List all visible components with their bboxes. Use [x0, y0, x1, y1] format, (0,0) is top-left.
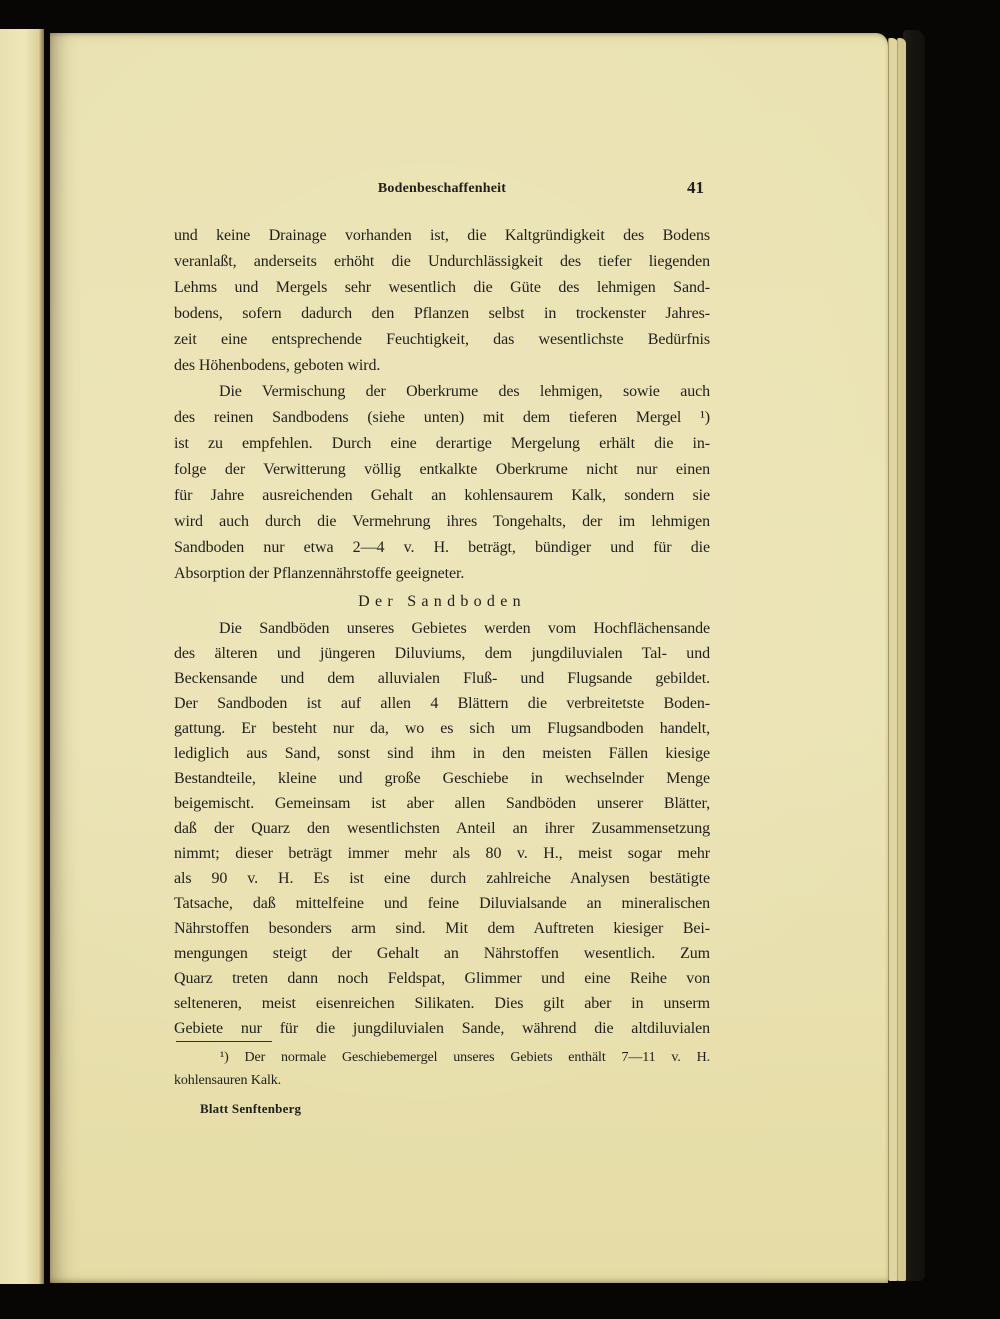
text-line: veranlaßt, anderseits erhöht die Undurchlässigkeit des tiefer liegenden: [174, 253, 710, 270]
text-line: folge der Verwitterung völlig entkalkte Oberkrume nicht nur einen: [174, 461, 710, 478]
paragraph-2: [174, 379, 710, 587]
text-line: ist zu empfehlen. Durch eine derartige Mergelung erhält die in-: [174, 435, 710, 452]
footnote: [174, 1046, 710, 1092]
running-header-title: Bodenbeschaffenheit: [377, 181, 507, 196]
footnote-separator-rule: [176, 1041, 272, 1042]
text-line: als 90 v. H. Es ist eine durch zahlreiche Analysen bestätigte: [174, 870, 710, 887]
text-line: Lehms und Mergels sehr wesentlich die Güte des lehmigen Sand-: [174, 279, 710, 296]
text-line: des älteren und jüngeren Diluviums, dem jungdiluvialen Tal- und: [174, 645, 710, 662]
book-cover-edge: [903, 30, 925, 1281]
text-line: lediglich aus Sand, sonst sind ihm in den meisten Fällen kiesige: [174, 745, 710, 762]
facing-page-edge: [0, 29, 44, 1284]
footnote-line: kohlensauren Kalk.: [174, 1073, 282, 1088]
text-line: zeit eine entsprechende Feuchtigkeit, das wesentlichste Bedürfnis: [174, 331, 710, 348]
text-line: Die Sandböden unseres Gebietes werden vom Hochflächensande: [219, 620, 710, 637]
text-line: Die Vermischung der Oberkrume des lehmigen, sowie auch: [219, 383, 710, 400]
page-edge-stack: [897, 38, 906, 1281]
paragraph-1: [174, 223, 710, 379]
text-line: und keine Drainage vorhanden ist, die Kaltgründigkeit des Bodens: [174, 227, 710, 244]
text-line: Nährstoffen besonders arm sind. Mit dem Auftreten kiesiger Bei-: [174, 920, 710, 937]
running-header: [174, 178, 710, 201]
text-line: Quarz treten dann noch Feldspat, Glimmer und eine Reihe von: [174, 970, 710, 987]
text-line: wird auch durch die Vermehrung ihres Tongehalts, der im lehmigen: [174, 513, 710, 530]
text-line: Der Sandboden ist auf allen 4 Blättern die verbreitetste Boden-: [174, 695, 710, 712]
page-number: 41: [687, 178, 704, 197]
text-column: [174, 178, 710, 1117]
section-heading: Der Sandboden: [358, 593, 526, 610]
text-line: Gebiete nur für die jungdiluvialen Sande, während die altdiluvialen: [174, 1020, 710, 1037]
sheet-signature: Blatt Senftenberg: [200, 1101, 302, 1116]
text-line: bodens, sofern dadurch den Pflanzen selbst in trockenster Jahres-: [174, 305, 710, 322]
footnote-line: ¹) Der normale Geschiebemergel unseres Gebiets enthält 7—11 v. H.: [220, 1050, 710, 1065]
book-page: [50, 33, 888, 1283]
text-line: gattung. Er besteht nur da, wo es sich um Flugsandboden handelt,: [174, 720, 710, 737]
text-line: selteneren, meist eisenreichen Silikaten. Dies gilt aber in unserm: [174, 995, 710, 1012]
text-line: mengungen steigt der Gehalt an Nährstoffen wesentlich. Zum: [174, 945, 710, 962]
text-line: Sandboden nur etwa 2—4 v. H. beträgt, bündiger und für die: [174, 539, 710, 556]
text-line: Tatsache, daß mittelfeine und feine Diluvialsande an mineralischen: [174, 895, 710, 912]
text-line: beigemischt. Gemeinsam ist aber allen Sandböden unserer Blätter,: [174, 795, 710, 812]
text-line: Bestandteile, kleine und große Geschiebe in wechselnder Menge: [174, 770, 710, 787]
paragraph-3: [174, 616, 710, 1041]
text-line: Beckensande und dem alluvialen Fluß- und Flugsande gebildet.: [174, 670, 710, 687]
text-line: des Höhenbodens, geboten wird.: [174, 357, 381, 374]
text-line: für Jahre ausreichenden Gehalt an kohlensaurem Kalk, sondern sie: [174, 487, 710, 504]
text-line: nimmt; dieser beträgt immer mehr als 80 v. H., meist sogar mehr: [174, 845, 710, 862]
text-line: daß der Quarz den wesentlichsten Anteil an ihrer Zusammensetzung: [174, 820, 710, 837]
text-line: des reinen Sandbodens (siehe unten) mit dem tieferen Mergel ¹): [174, 409, 710, 426]
text-line: Absorption der Pflanzennährstoffe geeigneter.: [174, 565, 465, 582]
